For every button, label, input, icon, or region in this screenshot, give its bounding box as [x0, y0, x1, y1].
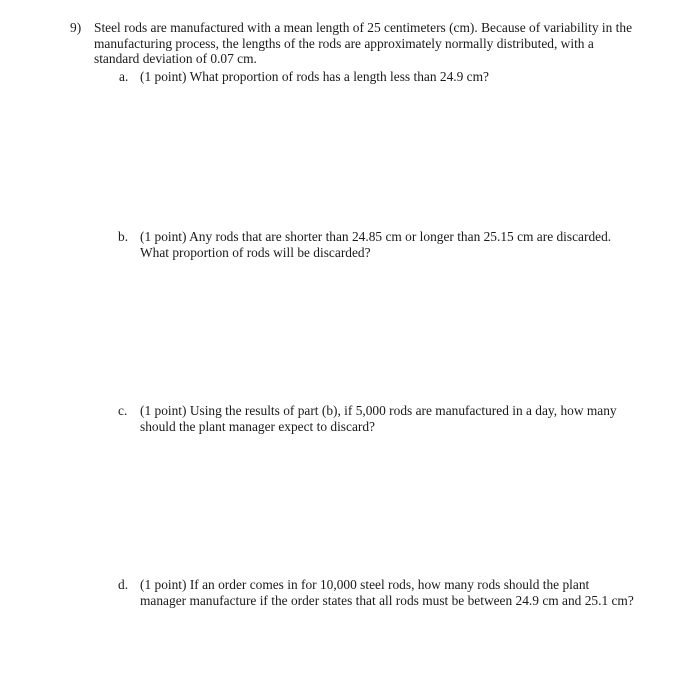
part-b-line: What proportion of rods will be discarded? [140, 244, 371, 260]
part-a-text [140, 69, 489, 85]
part-c-label: c. [118, 403, 128, 418]
question-stem-line: standard deviation of 0.07 cm. [94, 51, 257, 66]
part-d-line: (1 point) If an order comes in for 10,000 steel rods, how many rods should the plant [140, 577, 590, 592]
question-number: 9) [70, 20, 82, 35]
part-d-line: manager manufacture if the order states that all rods must be between 24.9 cm and 25.1 cm? [140, 592, 634, 608]
part-b-text [140, 229, 611, 260]
part-c-text [140, 403, 617, 434]
part-a-line: (1 point) What proportion of rods has a length less than 24.9 cm? [140, 69, 489, 84]
part-a-label: a. [119, 69, 129, 84]
part-d-text [140, 577, 634, 608]
question-stem-line: Steel rods are manufactured with a mean length of 25 centimeters (cm). Because of variability in the [94, 20, 633, 35]
question-stem-line: manufacturing process, the lengths of the rods are approximately normally distributed, with a [94, 35, 594, 51]
question-stem [94, 20, 654, 67]
part-c-line: should the plant manager expect to discard? [140, 418, 375, 434]
part-b-label: b. [118, 229, 129, 244]
part-c-line: (1 point) Using the results of part (b), if 5,000 rods are manufactured in a day, how many [140, 403, 617, 418]
part-d-label: d. [118, 577, 129, 592]
part-b-line: (1 point) Any rods that are shorter than 24.85 cm or longer than 25.15 cm are discarded. [140, 229, 612, 244]
